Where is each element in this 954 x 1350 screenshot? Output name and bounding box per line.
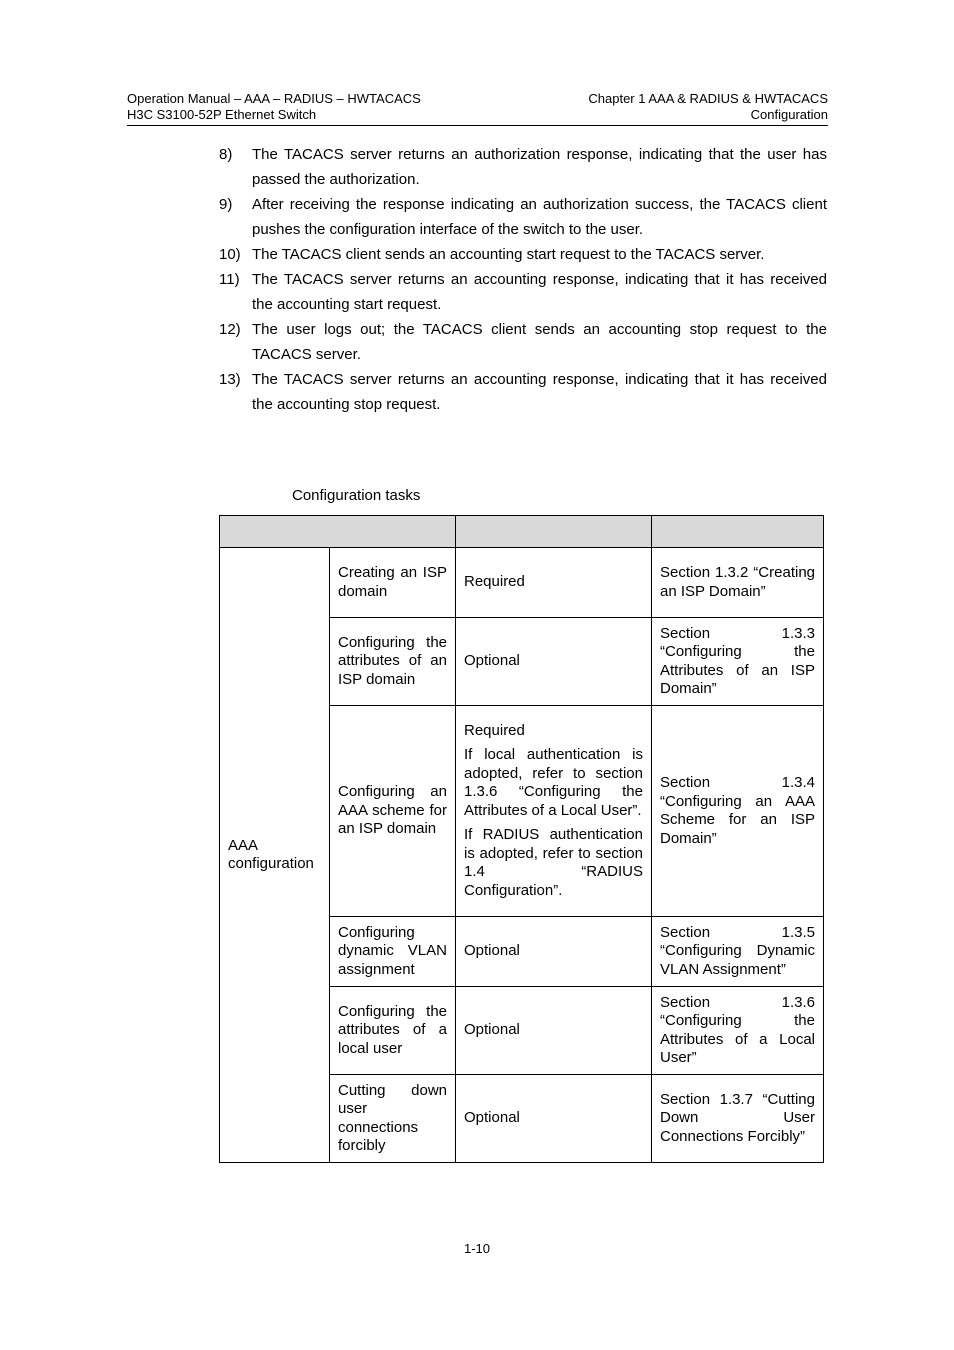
list-item xyxy=(219,317,827,367)
reference-cell: Section 1.3.3 “Configuring the Attributes of an ISP Domain” xyxy=(652,618,824,706)
requirement-cell: Optional xyxy=(456,917,652,987)
task-cell: Configuring the attributes of a local user xyxy=(330,987,456,1075)
task-cell: Cutting down user connections forcibly xyxy=(330,1075,456,1163)
step-number: 12) xyxy=(219,321,241,338)
configuration-tasks-table xyxy=(219,515,824,1163)
requirement-note: If local authentication is adopted, refer to section 1.3.6 “Configuring the Attributes of a Local User”. xyxy=(464,746,643,819)
requirement-cell: Required xyxy=(456,548,652,618)
step-text: The TACACS server returns an accounting response, indicating that it has received the accounting stop request. xyxy=(252,371,827,413)
chapter-title: Chapter 1 AAA & RADIUS & HWTACACS xyxy=(588,91,828,106)
step-number: 11) xyxy=(219,271,240,288)
list-item xyxy=(219,142,827,192)
header-right xyxy=(588,91,828,123)
list-item xyxy=(219,242,827,267)
page-header xyxy=(127,91,828,126)
section-title: Configuration xyxy=(750,107,828,122)
requirement-note: If RADIUS authentication is adopted, refer to section 1.4 “RADIUS Configuration”. xyxy=(464,826,643,899)
reference-cell: Section 1.3.5 “Configuring Dynamic VLAN Assignment” xyxy=(652,917,824,987)
step-text: The TACACS client sends an accounting start request to the TACACS server. xyxy=(252,246,765,263)
requirement-cell: Optional xyxy=(456,987,652,1075)
header-cell xyxy=(456,516,652,548)
reference-cell: Section 1.3.6 “Configuring the Attributes of a Local User” xyxy=(652,987,824,1075)
reference-cell: Section 1.3.7 “Cutting Down User Connections Forcibly” xyxy=(652,1075,824,1163)
step-text: The TACACS server returns an accounting response, indicating that it has received the accounting start request. xyxy=(252,271,827,313)
step-text: The TACACS server returns an authorization response, indicating that the user has passed the authorization. xyxy=(252,146,827,188)
list-item xyxy=(219,267,827,317)
reference-cell: Section 1.3.2 “Creating an ISP Domain” xyxy=(652,548,824,618)
task-cell: Configuring the attributes of an ISP domain xyxy=(330,618,456,706)
product-name: H3C S3100-52P Ethernet Switch xyxy=(127,107,317,122)
task-cell: Creating an ISP domain xyxy=(330,548,456,618)
task-cell: Configuring an AAA scheme for an ISP domain xyxy=(330,706,456,917)
manual-title: Operation Manual – AAA – RADIUS – HWTACACS xyxy=(127,91,421,106)
header-cell xyxy=(652,516,824,548)
step-number: 13) xyxy=(219,371,241,388)
step-text: The user logs out; the TACACS client sends an accounting stop request to the TACACS server. xyxy=(252,321,827,363)
header-cell xyxy=(220,516,456,548)
step-list xyxy=(219,142,827,417)
header-left xyxy=(127,91,421,123)
requirement-cell xyxy=(456,706,652,917)
table-caption: Configuration tasks xyxy=(292,487,421,504)
requirement-cell: Optional xyxy=(456,1075,652,1163)
page-number: 1-10 xyxy=(463,1241,491,1256)
step-number: 10) xyxy=(219,246,241,263)
table-row xyxy=(220,548,824,618)
reference-cell: Section 1.3.4 “Configuring an AAA Scheme for an ISP Domain” xyxy=(652,706,824,917)
list-item xyxy=(219,367,827,417)
list-item xyxy=(219,192,827,242)
requirement-text: Required xyxy=(464,721,525,739)
table-header-row xyxy=(220,516,824,548)
group-cell: AAA configuration xyxy=(220,548,330,1163)
step-number: 8) xyxy=(219,146,233,163)
requirement-cell: Optional xyxy=(456,618,652,706)
step-text: After receiving the response indicating an authorization success, the TACACS client pushes the configuration interface of the switch to the user. xyxy=(252,196,827,238)
task-cell: Configuring dynamic VLAN assignment xyxy=(330,917,456,987)
step-number: 9) xyxy=(219,196,233,213)
